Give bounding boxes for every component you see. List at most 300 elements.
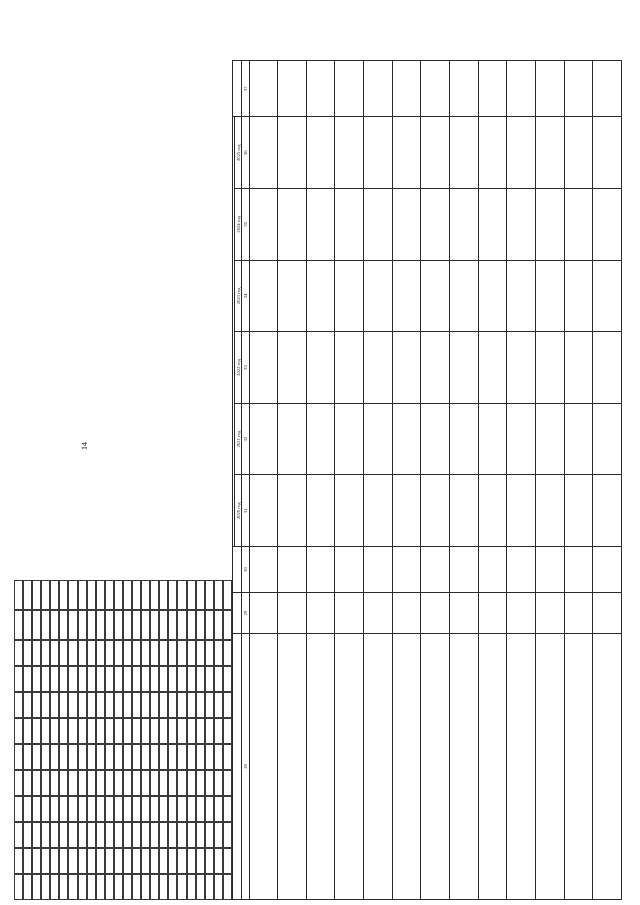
budget-code-cell	[187, 718, 196, 744]
rotated-table-wrapper	[232, 60, 622, 900]
indicator-year-value	[564, 475, 593, 547]
indicator-year-value	[278, 188, 307, 260]
indicator-year-value	[306, 403, 335, 475]
budget-code-cell	[41, 744, 50, 770]
budget-code-cell	[78, 770, 87, 796]
budget-code-cell	[50, 796, 59, 822]
budget-code-cell	[87, 874, 96, 900]
budget-code-cell	[168, 796, 177, 822]
budget-code-cell	[41, 796, 50, 822]
indicator-unit	[564, 593, 593, 634]
budget-code-cell	[223, 666, 232, 692]
budget-code-cell	[159, 640, 168, 666]
budget-code-cell	[132, 874, 141, 900]
budget-code-cell	[114, 822, 123, 848]
indicator-year-value	[278, 475, 307, 547]
budget-code-cell	[23, 744, 32, 770]
indicator-year-value	[564, 188, 593, 260]
budget-code-cell	[59, 796, 68, 822]
table-body	[249, 61, 621, 900]
budget-code-cell	[187, 822, 196, 848]
budget-code-cell	[177, 874, 186, 900]
indicator-year-value	[249, 332, 278, 404]
indicator-final-value	[535, 61, 564, 117]
indicator-year-value	[421, 260, 450, 332]
indicator-year-value	[335, 188, 364, 260]
table-row	[535, 61, 564, 900]
budget-code-cell	[59, 744, 68, 770]
indicator-year-value	[535, 188, 564, 260]
budget-code-cell	[96, 796, 105, 822]
budget-code-cell	[32, 744, 41, 770]
budget-code-cell	[32, 874, 41, 900]
indicator-year-value	[364, 332, 393, 404]
indicator-year-value	[593, 332, 622, 404]
budget-code-cell	[132, 640, 141, 666]
budget-code-cell	[41, 640, 50, 666]
budget-code-cell	[141, 692, 150, 718]
budget-code-cell	[205, 718, 214, 744]
indicator-final-value	[249, 61, 278, 117]
indicator-unit	[249, 593, 278, 634]
budget-code-cell	[96, 822, 105, 848]
budget-code-cell	[78, 796, 87, 822]
budget-code-cell	[196, 744, 205, 770]
budget-code-cell	[187, 744, 196, 770]
budget-code-cell	[205, 666, 214, 692]
budget-code-cell	[214, 666, 223, 692]
indicator-year-value	[478, 188, 507, 260]
budget-code-cell	[114, 848, 123, 874]
budget-code-cell	[177, 718, 186, 744]
indicator-year-value	[364, 403, 393, 475]
indicator-final-value	[564, 61, 593, 117]
budget-code-cell	[59, 640, 68, 666]
budget-code-cell	[141, 744, 150, 770]
indicator-unit	[278, 593, 307, 634]
budget-code-cell	[87, 796, 96, 822]
budget-code-cell	[223, 580, 232, 610]
indicator-year-value	[507, 403, 536, 475]
indicator-year-value	[564, 403, 593, 475]
header-year: 2021 год	[235, 403, 242, 475]
column-number: 32	[242, 403, 249, 475]
indicator-year-value	[507, 475, 536, 547]
budget-code-cell	[105, 692, 114, 718]
budget-code-cell	[150, 796, 159, 822]
budget-code-cell	[196, 770, 205, 796]
budget-code-cell	[141, 796, 150, 822]
table-row	[507, 61, 536, 900]
column-number: 29	[242, 593, 249, 634]
indicator-base-value	[249, 547, 278, 593]
budget-code-cell	[205, 640, 214, 666]
budget-code-cell	[150, 874, 159, 900]
indicator-unit	[478, 593, 507, 634]
budget-code-cell	[114, 666, 123, 692]
budget-code-cell	[32, 640, 41, 666]
indicator-base-value	[335, 547, 364, 593]
table-row	[593, 61, 622, 900]
indicator-final-value	[478, 61, 507, 117]
budget-code-cell	[205, 770, 214, 796]
budget-code-cell	[14, 666, 23, 692]
budget-code-cell	[177, 640, 186, 666]
budget-code-cell	[105, 718, 114, 744]
budget-code-cell	[205, 848, 214, 874]
budget-code-cell	[96, 770, 105, 796]
budget-code-cell	[68, 580, 77, 610]
indicator-year-value	[364, 117, 393, 189]
indicator-year-value	[421, 117, 450, 189]
budget-code-cell	[132, 718, 141, 744]
budget-code-cell	[141, 666, 150, 692]
budget-code-cell	[114, 580, 123, 610]
budget-code-cell	[96, 666, 105, 692]
budget-code-cell	[159, 580, 168, 610]
budget-code-cell	[214, 692, 223, 718]
budget-code-cell	[14, 718, 23, 744]
budget-code-cell	[68, 822, 77, 848]
indicator-name	[249, 633, 278, 899]
header-name	[233, 633, 242, 899]
budget-code-cell	[105, 610, 114, 640]
budget-code-cell	[96, 744, 105, 770]
budget-code-cell	[14, 640, 23, 666]
budget-code-cell	[14, 692, 23, 718]
budget-code-cell	[214, 744, 223, 770]
budget-code-cell	[123, 610, 132, 640]
budget-code-cell	[196, 666, 205, 692]
indicator-year-value	[306, 188, 335, 260]
column-number: 30	[242, 547, 249, 593]
budget-code-cell	[23, 848, 32, 874]
budget-code-cell	[214, 848, 223, 874]
budget-code-cell	[32, 770, 41, 796]
budget-code-cell	[50, 692, 59, 718]
budget-code-cell	[132, 848, 141, 874]
column-number: 31	[242, 475, 249, 547]
budget-code-cell	[187, 666, 196, 692]
budget-code-cell	[32, 848, 41, 874]
table-row	[335, 61, 364, 900]
budget-code-cell	[223, 718, 232, 744]
budget-code-cell	[14, 770, 23, 796]
indicator-unit	[392, 593, 421, 634]
budget-code-cell	[78, 692, 87, 718]
budget-code-cell	[168, 822, 177, 848]
budget-code-cell	[214, 580, 223, 610]
budget-code-cell	[187, 692, 196, 718]
budget-code-cell	[105, 874, 114, 900]
budget-code-cell	[187, 640, 196, 666]
indicator-name	[535, 633, 564, 899]
budget-code-cell	[14, 580, 23, 610]
budget-code-cell	[123, 666, 132, 692]
budget-code-cell	[96, 580, 105, 610]
budget-code-cell	[59, 580, 68, 610]
budget-code-cell	[50, 610, 59, 640]
budget-code-cell	[223, 744, 232, 770]
indicator-year-value	[392, 475, 421, 547]
budget-code-cell	[41, 580, 50, 610]
indicator-year-value	[450, 475, 479, 547]
column-number: 33	[242, 332, 249, 404]
budget-code-cell	[177, 744, 186, 770]
indicator-year-value	[306, 117, 335, 189]
indicator-name	[450, 633, 479, 899]
indicator-year-value	[593, 475, 622, 547]
budget-code-cell	[105, 822, 114, 848]
header-base-value	[233, 547, 242, 593]
indicator-year-value	[450, 332, 479, 404]
indicator-base-value	[421, 547, 450, 593]
budget-code-cell	[87, 692, 96, 718]
budget-code-cell	[123, 640, 132, 666]
budget-code-cell	[68, 848, 77, 874]
indicator-name	[392, 633, 421, 899]
budget-code-cell	[168, 718, 177, 744]
budget-code-cell	[123, 580, 132, 610]
budget-code-cell	[87, 770, 96, 796]
indicator-base-value	[593, 547, 622, 593]
budget-code-cell	[114, 796, 123, 822]
budget-code-cell	[187, 848, 196, 874]
budget-code-cell	[196, 874, 205, 900]
indicator-year-value	[535, 403, 564, 475]
budget-code-cell	[50, 640, 59, 666]
indicator-year-value	[593, 260, 622, 332]
budget-code-cell	[177, 770, 186, 796]
budget-code-cell	[132, 822, 141, 848]
indicator-final-value	[335, 61, 364, 117]
budget-code-cell	[23, 822, 32, 848]
budget-code-cell	[105, 770, 114, 796]
budget-code-cell	[87, 848, 96, 874]
indicator-final-value	[392, 61, 421, 117]
indicator-base-value	[306, 547, 335, 593]
budget-code-cell	[159, 822, 168, 848]
budget-code-cell	[105, 796, 114, 822]
budget-code-cell	[96, 718, 105, 744]
indicator-name	[335, 633, 364, 899]
budget-code-cell	[114, 874, 123, 900]
budget-code-cell	[168, 874, 177, 900]
budget-code-cell	[196, 610, 205, 640]
indicator-name	[478, 633, 507, 899]
indicator-year-value	[421, 475, 450, 547]
budget-code-cell	[159, 874, 168, 900]
budget-code-cell	[141, 610, 150, 640]
budget-code-cell	[50, 744, 59, 770]
budget-code-cell	[132, 610, 141, 640]
budget-code-cell	[168, 744, 177, 770]
budget-code-cell	[32, 692, 41, 718]
table-row	[421, 61, 450, 900]
budget-code-cell	[50, 718, 59, 744]
budget-code-cell	[41, 610, 50, 640]
indicator-year-value	[593, 188, 622, 260]
budget-code-cell	[41, 822, 50, 848]
indicator-year-value	[478, 117, 507, 189]
indicator-year-value	[335, 403, 364, 475]
budget-code-cell	[141, 822, 150, 848]
indicator-year-value	[564, 117, 593, 189]
indicator-unit	[593, 593, 622, 634]
indicator-year-value	[478, 332, 507, 404]
budget-code-cell	[59, 666, 68, 692]
indicator-year-value	[364, 188, 393, 260]
indicator-final-value	[421, 61, 450, 117]
budget-code-cell	[205, 874, 214, 900]
indicator-year-value	[593, 117, 622, 189]
indicator-year-value	[364, 475, 393, 547]
budget-code-cell	[32, 580, 41, 610]
budget-code-cell	[196, 718, 205, 744]
budget-code-cell	[223, 848, 232, 874]
budget-code-cell	[223, 610, 232, 640]
budget-code-cell	[41, 718, 50, 744]
indicator-year-value	[249, 475, 278, 547]
indicator-base-value	[364, 547, 393, 593]
budget-code-cell	[114, 770, 123, 796]
budget-code-cell	[205, 796, 214, 822]
budget-code-cell	[96, 692, 105, 718]
indicator-name	[564, 633, 593, 899]
budget-code-cell	[32, 796, 41, 822]
table-row	[249, 61, 278, 900]
indicator-unit	[306, 593, 335, 634]
budget-code-cell	[159, 848, 168, 874]
budget-code-cell	[150, 610, 159, 640]
budget-code-cell	[96, 874, 105, 900]
indicator-unit	[335, 593, 364, 634]
budget-code-cell	[205, 744, 214, 770]
budget-code-cell	[214, 610, 223, 640]
budget-code-cell	[159, 610, 168, 640]
budget-code-cell	[132, 580, 141, 610]
budget-code-cell	[114, 718, 123, 744]
indicator-year-value	[535, 260, 564, 332]
indicator-name	[593, 633, 622, 899]
budget-code-cell	[214, 640, 223, 666]
indicator-year-value	[335, 117, 364, 189]
budget-code-cell	[141, 640, 150, 666]
budget-code-cell	[223, 640, 232, 666]
budget-code-cell	[196, 580, 205, 610]
indicator-final-value	[364, 61, 393, 117]
indicator-year-value	[507, 260, 536, 332]
budget-code-cell	[187, 874, 196, 900]
budget-code-cell	[141, 580, 150, 610]
budget-code-cell	[23, 640, 32, 666]
budget-code-grid	[14, 580, 232, 900]
column-number-row	[242, 61, 249, 900]
budget-code-cell	[187, 610, 196, 640]
page-number: 14	[80, 442, 89, 450]
budget-code-cell	[59, 692, 68, 718]
budget-code-cell	[23, 692, 32, 718]
budget-code-cell	[123, 822, 132, 848]
budget-code-cell	[114, 640, 123, 666]
column-number: 36	[242, 117, 249, 189]
indicator-year-value	[450, 403, 479, 475]
budget-code-cell	[78, 848, 87, 874]
budget-code-cell	[68, 796, 77, 822]
budget-code-cell	[59, 822, 68, 848]
budget-code-cell	[32, 666, 41, 692]
budget-code-cell	[87, 580, 96, 610]
budget-code-cell	[87, 718, 96, 744]
budget-code-cell	[177, 692, 186, 718]
indicator-year-value	[421, 332, 450, 404]
budget-code-cell	[114, 610, 123, 640]
budget-code-cell	[223, 770, 232, 796]
budget-code-cell	[177, 580, 186, 610]
budget-code-cell	[123, 718, 132, 744]
budget-code-cell	[59, 848, 68, 874]
budget-code-cell	[78, 580, 87, 610]
table-row	[478, 61, 507, 900]
budget-code-cell	[123, 848, 132, 874]
table-row	[564, 61, 593, 900]
budget-code-cell	[177, 796, 186, 822]
budget-code-cell	[214, 822, 223, 848]
indicator-year-value	[507, 117, 536, 189]
budget-code-cell	[159, 666, 168, 692]
budget-code-cell	[78, 822, 87, 848]
budget-code-cell	[50, 770, 59, 796]
budget-code-cell	[87, 822, 96, 848]
indicator-year-value	[478, 260, 507, 332]
budget-code-cell	[196, 822, 205, 848]
budget-code-cell	[41, 692, 50, 718]
budget-code-cell	[78, 744, 87, 770]
indicator-final-value	[306, 61, 335, 117]
budget-code-cell	[59, 718, 68, 744]
budget-code-cell	[68, 770, 77, 796]
budget-code-cell	[141, 874, 150, 900]
budget-code-cell	[78, 640, 87, 666]
indicator-base-value	[392, 547, 421, 593]
budget-code-cell	[159, 796, 168, 822]
header-year: 2024 год	[235, 188, 242, 260]
budget-code-cell	[50, 874, 59, 900]
budget-code-cell	[132, 666, 141, 692]
indicator-year-value	[249, 188, 278, 260]
budget-code-cell	[14, 848, 23, 874]
indicator-year-value	[278, 117, 307, 189]
budget-code-cell	[68, 666, 77, 692]
budget-code-cell	[168, 692, 177, 718]
indicator-base-value	[278, 547, 307, 593]
indicator-name	[421, 633, 450, 899]
budget-code-cell	[87, 666, 96, 692]
indicator-year-value	[450, 188, 479, 260]
budget-code-cell	[214, 718, 223, 744]
budget-code-cell	[32, 718, 41, 744]
budget-code-cell	[68, 610, 77, 640]
indicator-year-value	[392, 332, 421, 404]
budget-code-cell	[78, 874, 87, 900]
column-number: 35	[242, 188, 249, 260]
budget-code-cell	[168, 666, 177, 692]
budget-code-cell	[32, 822, 41, 848]
indicator-unit	[450, 593, 479, 634]
table-row	[306, 61, 335, 900]
budget-code-cell	[205, 610, 214, 640]
budget-code-cell	[168, 770, 177, 796]
